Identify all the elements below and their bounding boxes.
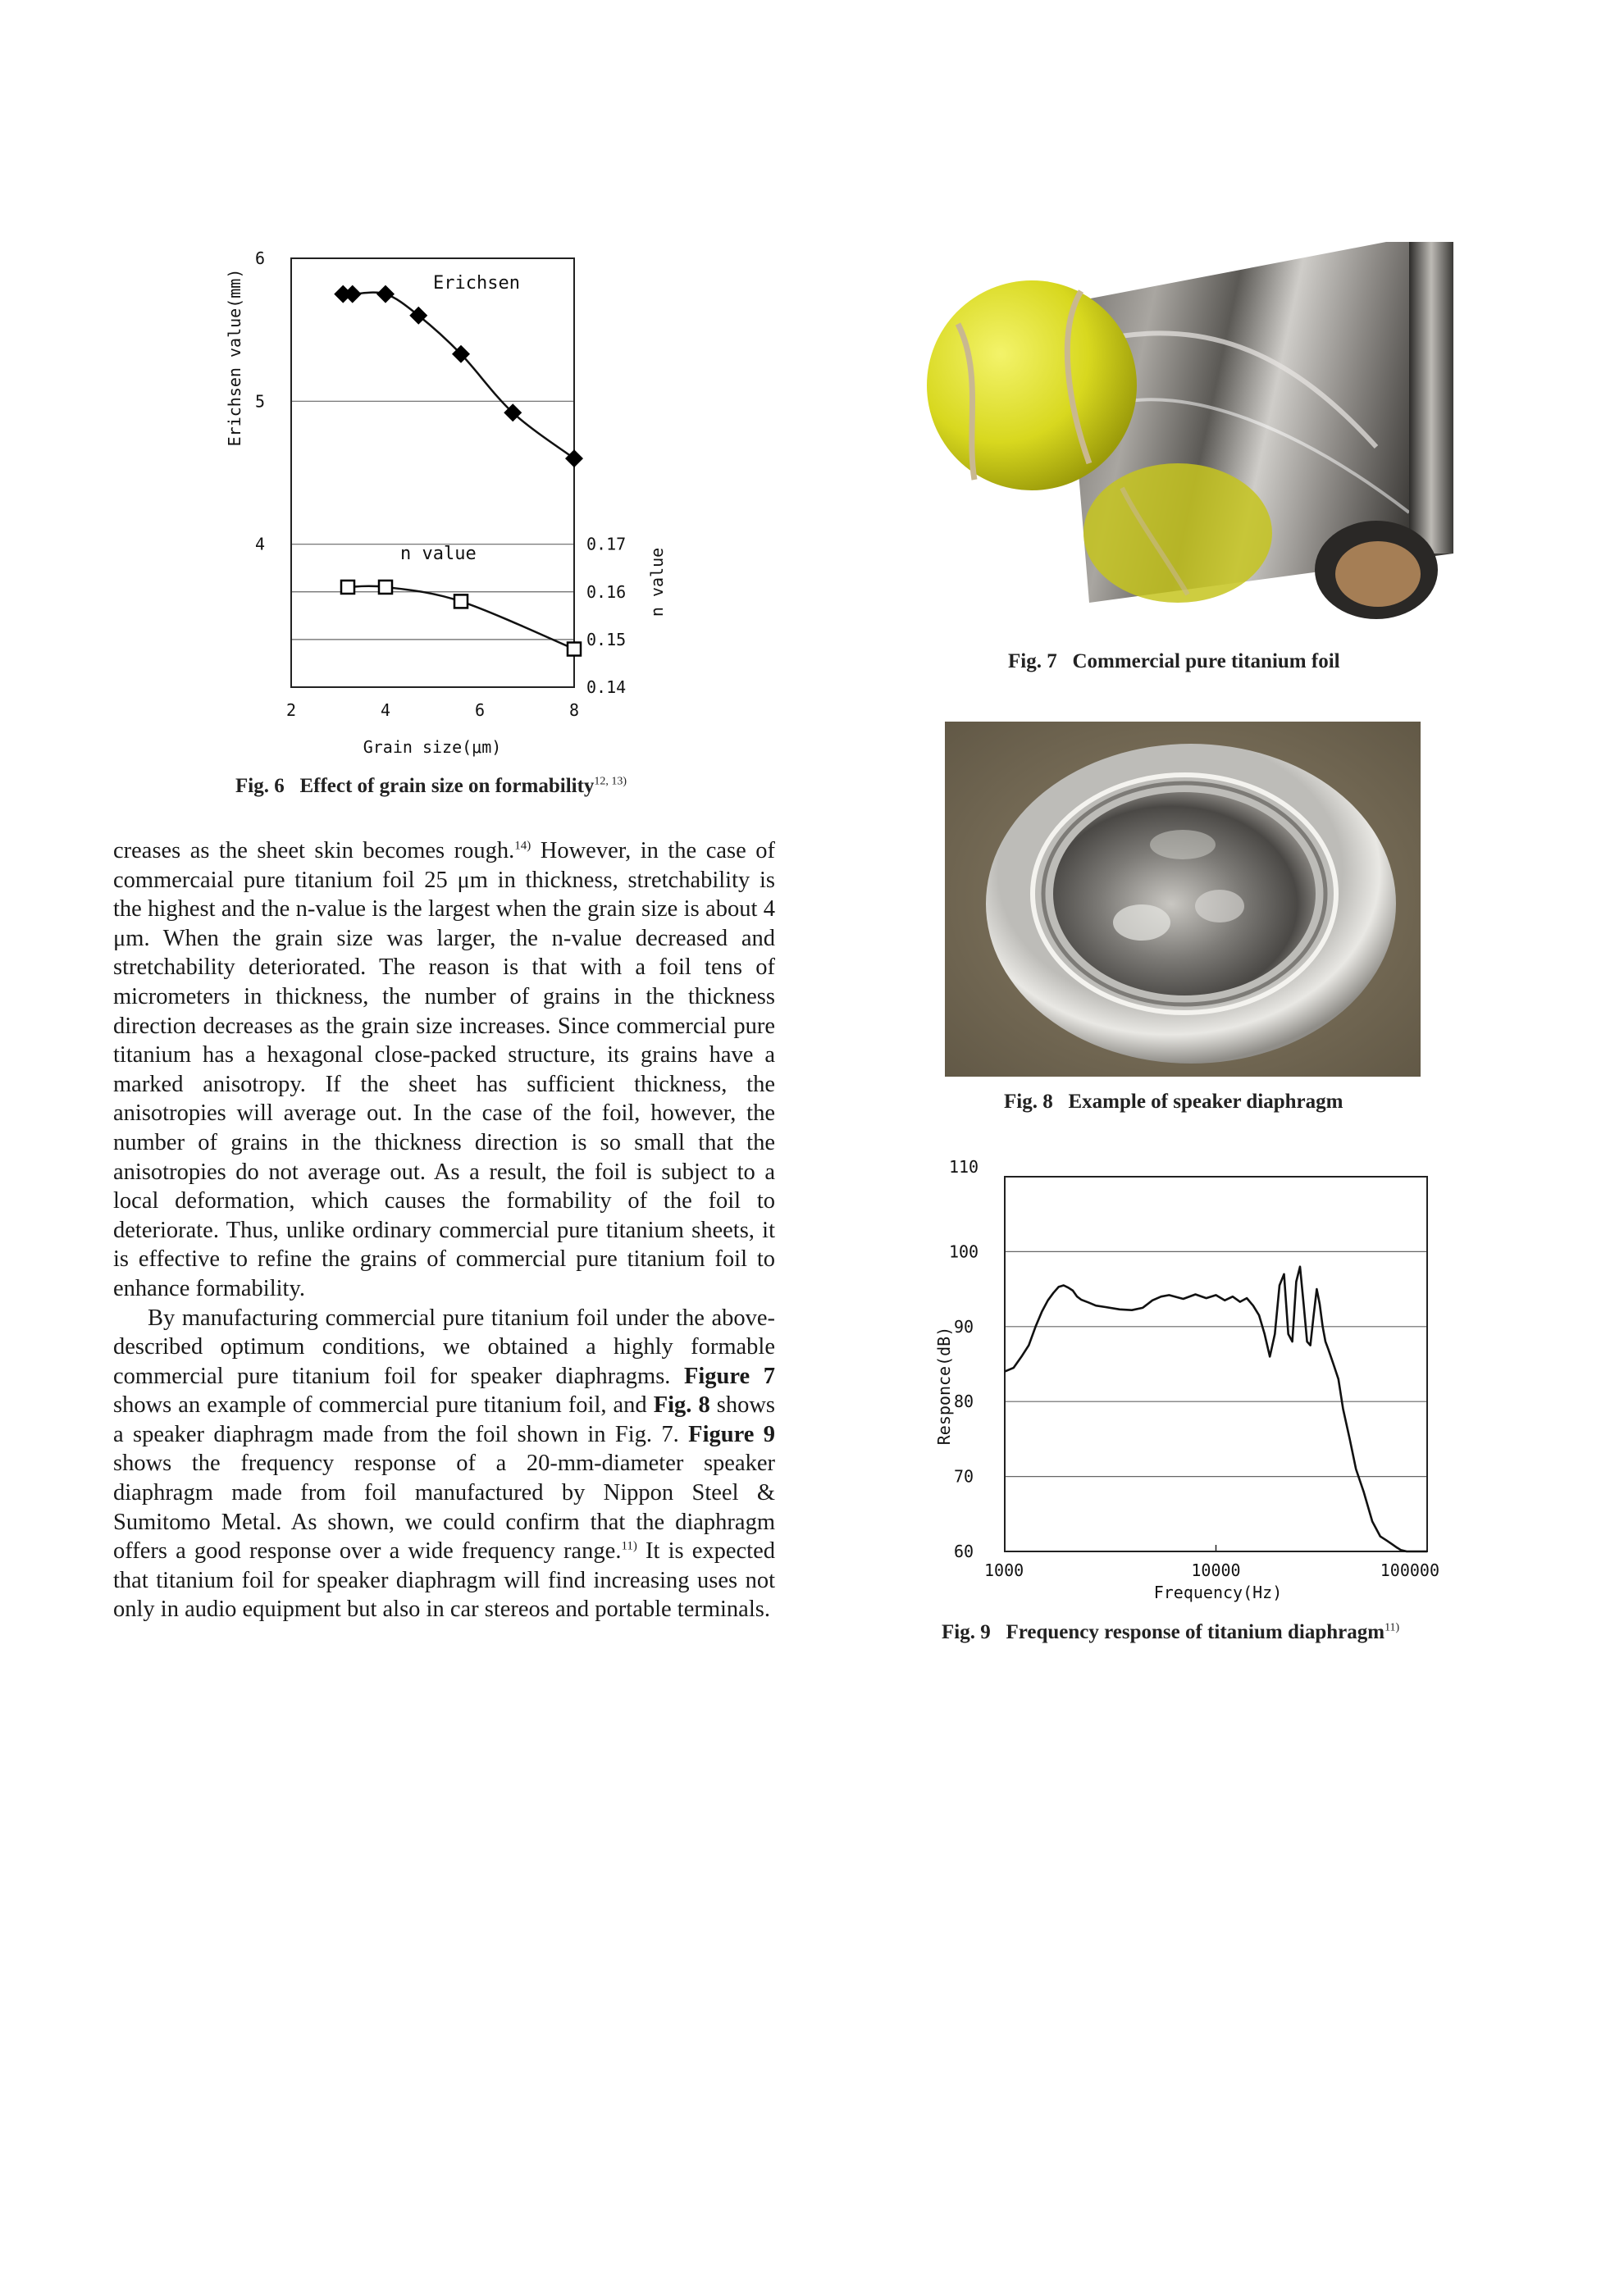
fig9-y-tick-label: 90: [953, 1316, 974, 1337]
fig6-erichsen-line: [343, 293, 574, 458]
fig6-right-tick-label: 0.17: [586, 534, 627, 554]
fig6-x-axis-label: Grain size(μm): [363, 737, 502, 757]
fig8-speaker-diaphragm-photo: [945, 722, 1421, 1077]
fig7-caption: [1008, 650, 1340, 673]
fig6-n-value-point: [454, 594, 468, 608]
fig9-caption: [942, 1621, 1399, 1644]
fig9-y-tick-label: 110: [948, 1157, 979, 1177]
fig6-n-value-point: [341, 581, 354, 594]
fig7-titanium-foil-photo: [917, 242, 1453, 631]
fig9-response-line: [1005, 1267, 1427, 1551]
fig6-x-tick-label: 6: [474, 700, 486, 720]
fig9-y-tick-label: 70: [953, 1466, 974, 1487]
fig6-x-tick-label: 4: [380, 700, 391, 720]
body-text: [113, 836, 775, 1624]
fig6-left-axis-label: Erichsen value(mm): [225, 268, 244, 447]
fig7-caption-text: Commercial pure titanium foil: [1072, 650, 1340, 672]
fig9-x-axis-label: Frequency(Hz): [1153, 1583, 1283, 1602]
fig6-erichsen-point: [565, 449, 583, 467]
fig6-right-axis-label: n value: [647, 547, 667, 617]
fig6-left-tick-label: 6: [254, 248, 266, 268]
fig9-x-tick-label: 1000: [984, 1560, 1024, 1580]
fig9-y-tick-label: 80: [953, 1392, 974, 1412]
body-paragraph-2: By manufacturing commercial pure titanium foil under the above-described optimum conditions, we obtained a highly formable commercial pure titanium foil for speaker diaphragms. Figure 7 shows an example of commercial pure titanium foil, and Fig. 8 shows a speaker diaphragm made from the foil shown in Fig. 7. Figure 9 shows the frequency response of a 20-mm-diameter speaker diaphragm made from foil manufactured by Nippon Steel & Sumitomo Metal. As shown, we could confirm that the diaphragm offers a good response over a wide frequency range.$^{11)}$ It is expected that titanium foil for speaker diaphragm will find increasing uses not only in audio equipment but also in car stereos and portable terminals.: [113, 1305, 776, 1623]
fig9-y-tick-label: 60: [953, 1542, 974, 1561]
fig6-left-tick-label: 4: [254, 534, 266, 554]
reference-14: 14): [514, 839, 531, 853]
fig6-n-series-label: n value: [400, 544, 477, 564]
fig7-caption-prefix: Fig. 7: [1008, 650, 1057, 672]
fig6-erichsen-series-label: Erichsen: [433, 273, 520, 294]
fig6-n-value-point: [568, 643, 581, 656]
fig9-y-axis-label: Responce(dB): [934, 1326, 954, 1446]
fig6-n-value-point: [379, 581, 392, 594]
fig9-caption-text: Frequency response of titanium diaphragm: [1006, 1621, 1385, 1643]
fig8-caption-prefix: Fig. 8: [1004, 1091, 1053, 1113]
fig9-caption-prefix: Fig. 9: [942, 1621, 991, 1643]
fig6-erichsen-point: [376, 285, 395, 303]
fig6-chart: [209, 238, 685, 763]
fig6-caption-prefix: Fig. 6: [235, 775, 285, 797]
fig9-x-tick-label: 10000: [1191, 1560, 1241, 1580]
body-paragraph-1: creases as the sheet skin becomes rough.$^{14)}$ However, in the case of commercaial pure titanium foil 25 μm in thickness, stretchability is the highest and the n-value is the largest when the grain size is about 4 μm. When the grain size was larger, the n-value decreased and stretchability deteriorated. The reason is that with a foil tens of micrometers in thickness, the number of grains in the thickness direction decreases as the grain size increases. Since commercial pure titanium has a hexagonal close-packed structure, its grains have a marked anisotropy. If the sheet has sufficient thickness, the anisotropies will average out. In the case of the foil, however, the number of grains in the thickness direction is so small that the anisotropies do not average out. As a result, the foil is subject to a local deformation, which causes the formability of the foil to deteriorate. Thus, unlike ordinary commercial pure titanium sheets, it is effective to refine the grains of commercial pure titanium foil to enhance formability.: [113, 838, 775, 1301]
fig8-caption: [1004, 1091, 1343, 1114]
fig6-caption-text: Effect of grain size on formability: [299, 775, 595, 797]
fig6-left-tick-label: 5: [254, 391, 266, 412]
fig6-erichsen-point: [344, 285, 362, 303]
fig9-caption-ref: 11): [1385, 1621, 1400, 1634]
fig8-caption-text: Example of speaker diaphragm: [1068, 1091, 1343, 1113]
fig9-chart: [931, 1152, 1448, 1607]
fig9-x-tick-label: 100000: [1380, 1560, 1439, 1580]
fig6-caption: [235, 775, 627, 798]
fig6-plot-frame: [291, 258, 574, 687]
fig9-y-tick-label: 100: [948, 1241, 979, 1262]
fig6-right-tick-label: 0.16: [586, 581, 627, 602]
reference-11: 11): [621, 1539, 637, 1553]
fig6-caption-ref: 12, 13): [594, 775, 627, 788]
fig6-right-tick-label: 0.15: [586, 629, 627, 649]
fig6-x-tick-label: 8: [568, 700, 580, 720]
fig6-x-tick-label: 2: [285, 700, 297, 720]
fig6-right-tick-label: 0.14: [586, 677, 627, 697]
